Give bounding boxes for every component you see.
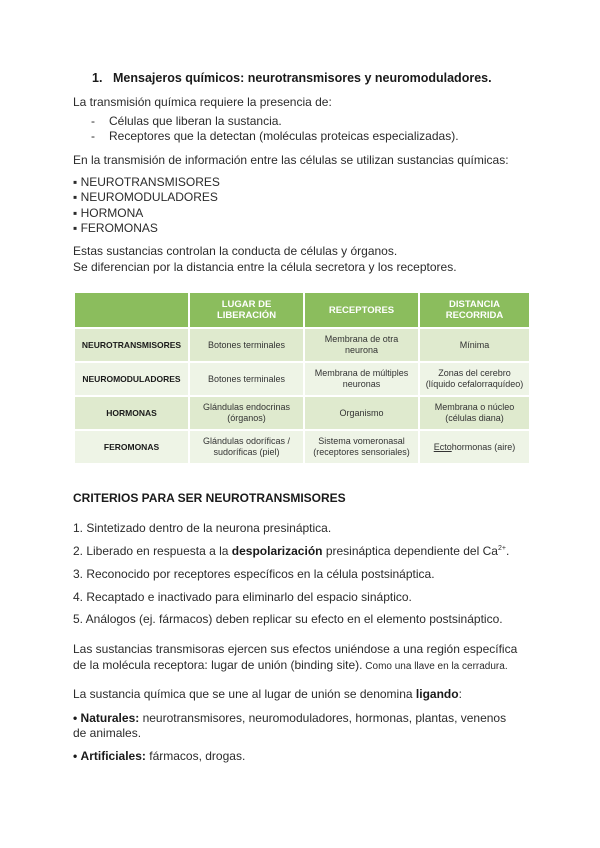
artificiales-item: • Artificiales: fármacos, drogas. <box>73 749 246 763</box>
table-row <box>74 328 530 362</box>
table-header-cell: DISTANCIA RECORRIDA <box>419 292 530 328</box>
table-row <box>74 430 530 464</box>
table-row <box>74 362 530 396</box>
comparison-table <box>73 291 531 465</box>
table-cell: Membrana de múltiples neuronas <box>304 362 419 396</box>
dash-marker: - <box>91 129 95 143</box>
intro-text: La transmisión química requiere la presencia de: <box>73 95 332 109</box>
ecto-prefix: Ecto <box>433 441 452 452</box>
table-cell: Botones terminales <box>189 328 304 362</box>
table-cell <box>419 430 530 464</box>
table-cell: Membrana o núcleo (células diana) <box>419 396 530 430</box>
table-row <box>74 396 530 430</box>
table-header-row <box>74 292 530 328</box>
section-title: Mensajeros químicos: neurotransmisores y neuromoduladores. <box>113 71 492 85</box>
table-header-cell: RECEPTORES <box>304 292 419 328</box>
bullet-item: ▪ NEUROMODULADORES <box>73 190 218 204</box>
binding-text: de la molécula receptora: lugar de unión (binding site). Como una llave en la cerradura. <box>73 658 508 672</box>
control-text: Estas sustancias controlan la conducta de células y órganos. <box>73 244 398 258</box>
dash-marker: - <box>91 114 95 128</box>
criterio-item: 2. Liberado en respuesta a la despolarización presináptica dependiente del $Ca^{2+}$. <box>73 544 510 558</box>
table-header-cell: LUGAR DE LIBERACIÓN <box>189 292 304 328</box>
bullet-item: ▪ FEROMONAS <box>73 221 158 235</box>
criterio-item: 4. Recaptado e inactivado para eliminarlo del espacio sináptico. <box>73 590 412 604</box>
table-cell: Mínima <box>419 328 530 362</box>
control-text: Se diferencian por la distancia entre la célula secretora y los receptores. <box>73 260 457 274</box>
table-cell: Glándulas odoríficas / sudoríficas (piel) <box>189 430 304 464</box>
criterio-item: 3. Reconocido por receptores específicos en la célula postsináptica. <box>73 567 435 581</box>
criterio-item: 1. Sintetizado dentro de la neurona presináptica. <box>73 521 332 535</box>
section-number: 1. <box>92 71 103 85</box>
table-cell: Sistema vomeronasal (receptores sensoriales) <box>304 430 419 464</box>
table-cell: Botones terminales <box>189 362 304 396</box>
row-header: NEUROMODULADORES <box>74 362 189 396</box>
table-cell: Membrana de otra neurona <box>304 328 419 362</box>
table-cell: Organismo <box>304 396 419 430</box>
naturales-item: • Naturales: neurotransmisores, neuromoduladores, hormonas, plantas, venenos <box>73 711 507 725</box>
table-header-cell <box>74 292 189 328</box>
criterio-item: 5. Análogos (ej. fármacos) deben replicar su efecto en el elemento postsináptico. <box>73 612 503 626</box>
ligando-text: La sustancia química que se une al lugar de unión se denomina ligando: <box>73 687 462 701</box>
dash-item: Receptores que la detectan (moléculas proteicas especializadas). <box>109 129 459 143</box>
bullet-item: ▪ HORMONA <box>73 206 144 220</box>
table-cell: Zonas del cerebro (líquido cefalorraquídeo) <box>419 362 530 396</box>
table-cell: Glándulas endocrinas (órganos) <box>189 396 304 430</box>
criterios-title: CRITERIOS PARA SER NEUROTRANSMISORES <box>73 491 346 505</box>
dash-item: Células que liberan la sustancia. <box>109 114 282 128</box>
bullet-item: ▪ NEUROTRANSMISORES <box>73 175 220 189</box>
binding-text: Las sustancias transmisoras ejercen sus efectos uniéndose a una región específica <box>73 642 518 656</box>
row-header: HORMONAS <box>74 396 189 430</box>
naturales-item-cont: de animales. <box>73 726 142 740</box>
row-header: NEUROTRANSMISORES <box>74 328 189 362</box>
distance-text: hormonas (aire) <box>451 441 516 452</box>
row-header: FEROMONAS <box>74 430 189 464</box>
info-text: En la transmisión de información entre las células se utilizan sustancias químicas: <box>73 153 509 167</box>
